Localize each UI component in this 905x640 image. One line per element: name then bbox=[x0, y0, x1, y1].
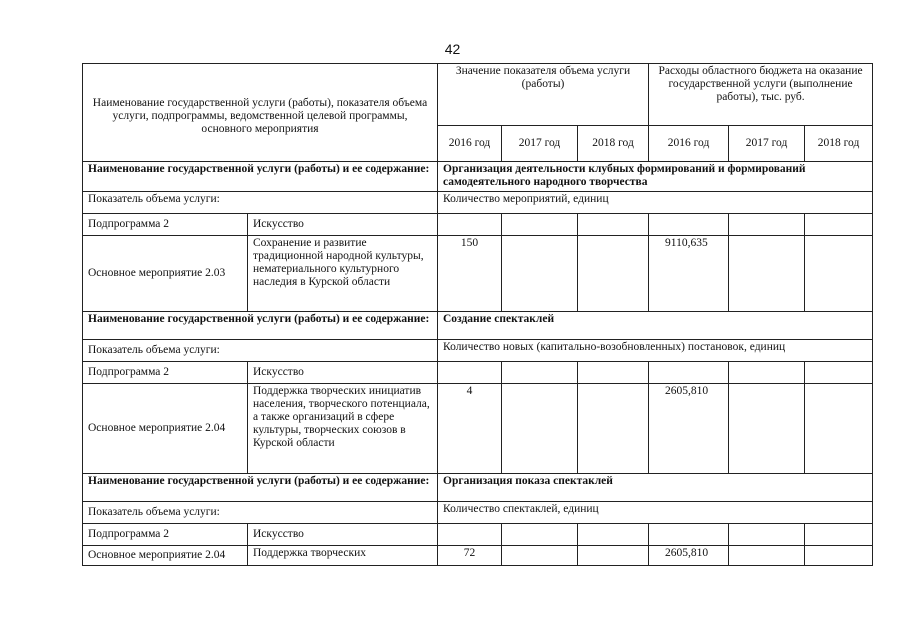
activity-row bbox=[83, 236, 873, 312]
activity-row bbox=[83, 546, 873, 566]
service-row bbox=[83, 312, 873, 340]
subprogram-label: Подпрограмма 2 bbox=[83, 524, 248, 546]
indicator-row bbox=[83, 340, 873, 362]
volume-2016: 72 bbox=[438, 546, 502, 566]
indicator-label: Показатель объема услуги: bbox=[83, 192, 438, 214]
indicator-value: Количество спектаклей, единиц bbox=[438, 502, 873, 524]
expense-2016: 2605,810 bbox=[649, 384, 729, 474]
service-value: Организация деятельности клубных формирований и формирований самодеятельного народного творчества bbox=[438, 162, 873, 192]
indicator-value: Количество новых (капитально-возобновленных) постановок, единиц bbox=[438, 340, 873, 362]
service-value: Создание спектаклей bbox=[438, 312, 873, 340]
subprogram-value: Искусство bbox=[248, 362, 438, 384]
year-cell: 2016 год bbox=[438, 126, 502, 162]
subprogram-value: Искусство bbox=[248, 214, 438, 236]
volume-2016: 4 bbox=[438, 384, 502, 474]
year-cell: 2017 год bbox=[729, 126, 805, 162]
subprogram-row bbox=[83, 524, 873, 546]
page-number: 42 bbox=[444, 41, 461, 57]
service-label: Наименование государственной услуги (работы) и ее содержание: bbox=[83, 474, 438, 502]
volume-2016: 150 bbox=[438, 236, 502, 312]
activity-label: Основное мероприятие 2.03 bbox=[83, 236, 248, 312]
activity-label: Основное мероприятие 2.04 bbox=[83, 546, 248, 566]
activity-value: Сохранение и развитие традиционной народной культуры, нематериального культурного наследия в Курской области bbox=[248, 236, 438, 312]
year-cell: 2018 год bbox=[805, 126, 873, 162]
subprogram-row bbox=[83, 362, 873, 384]
subprogram-label: Подпрограмма 2 bbox=[83, 362, 248, 384]
activity-value: Поддержка творческих инициатив населения, творческого потенциала, а также организаций в сфере культуры, творческих союзов в Курской области bbox=[248, 384, 438, 474]
indicator-value: Количество мероприятий, единиц bbox=[438, 192, 873, 214]
service-label: Наименование государственной услуги (работы) и ее содержание: bbox=[83, 162, 438, 192]
service-label: Наименование государственной услуги (работы) и ее содержание: bbox=[83, 312, 438, 340]
activity-row bbox=[83, 384, 873, 474]
indicator-row bbox=[83, 192, 873, 214]
expense-2016: 2605,810 bbox=[649, 546, 729, 566]
year-cell: 2017 год bbox=[502, 126, 578, 162]
indicator-label: Показатель объема услуги: bbox=[83, 340, 438, 362]
header-row bbox=[83, 64, 873, 126]
indicator-row bbox=[83, 502, 873, 524]
activity-label: Основное мероприятие 2.04 bbox=[83, 384, 248, 474]
subprogram-label: Подпрограмма 2 bbox=[83, 214, 248, 236]
header-expense-group: Расходы областного бюджета на оказание государственной услуги (выполнение работы), тыс. руб. bbox=[649, 64, 873, 126]
header-description: Наименование государственной услуги (работы), показателя объема услуги, подпрограммы, ведомственной целевой программы, основного мероприятия bbox=[83, 64, 438, 162]
activity-value: Поддержка творческих bbox=[248, 546, 438, 566]
services-table bbox=[82, 63, 873, 566]
year-cell: 2018 год bbox=[578, 126, 649, 162]
service-row bbox=[83, 162, 873, 192]
subprogram-value: Искусство bbox=[248, 524, 438, 546]
service-row bbox=[83, 474, 873, 502]
subprogram-row bbox=[83, 214, 873, 236]
header-volume-group: Значение показателя объема услуги (работы) bbox=[438, 64, 649, 126]
expense-2016: 9110,635 bbox=[649, 236, 729, 312]
year-cell: 2016 год bbox=[649, 126, 729, 162]
indicator-label: Показатель объема услуги: bbox=[83, 502, 438, 524]
service-value: Организация показа спектаклей bbox=[438, 474, 873, 502]
